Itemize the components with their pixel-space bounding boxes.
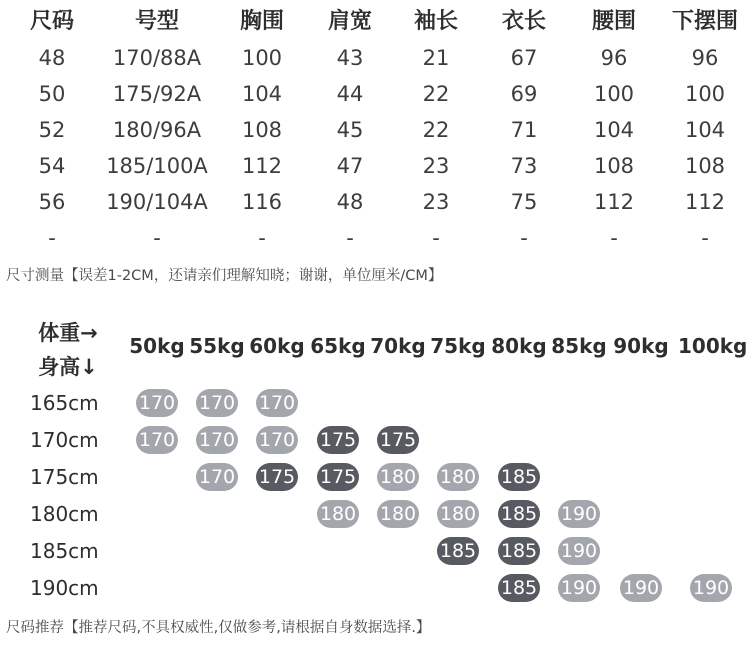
table-cell: 45: [336, 118, 364, 142]
table-cell: 23: [422, 190, 450, 214]
grid-corner-label: [20, 316, 116, 384]
table-row: [0, 40, 750, 76]
size-pill: 170: [196, 426, 238, 454]
size-pill: 185: [498, 537, 540, 565]
table-row: [0, 184, 750, 220]
height-label: 170cm: [30, 428, 99, 452]
size-pill: 170: [196, 463, 238, 491]
table-cell: 104: [593, 118, 635, 142]
header-fit: 号型: [134, 9, 179, 34]
size-pill: 185: [498, 500, 540, 528]
header-chest: 胸围: [239, 9, 284, 34]
size-pill: 180: [377, 500, 419, 528]
table-cell: 52: [38, 118, 66, 142]
height-label: 180cm: [30, 502, 99, 526]
table-cell: -: [701, 226, 709, 250]
table-cell: 175/92A: [112, 82, 202, 106]
table-cell: 104: [684, 118, 726, 142]
height-label: 175cm: [30, 465, 99, 489]
size-table-header: [0, 4, 750, 40]
table-cell: 73: [510, 154, 538, 178]
table-cell: 48: [38, 46, 66, 70]
height-label: 165cm: [30, 391, 99, 415]
table-cell: 112: [684, 190, 726, 214]
table-cell: 50: [38, 82, 66, 106]
table-cell: 100: [241, 46, 283, 70]
table-cell: 69: [510, 82, 538, 106]
table-cell: 23: [422, 154, 450, 178]
size-pill: 175: [317, 426, 359, 454]
size-pill: 190: [620, 574, 662, 602]
size-pill: 175: [377, 426, 419, 454]
recommend-note: 尺码推荐【推荐尺码,不具权威性,仅做参考,请根据自身数据选择.】: [6, 620, 431, 636]
table-row: [0, 112, 750, 148]
table-cell: 116: [241, 190, 283, 214]
table-cell: 100: [593, 82, 635, 106]
weight-header: 60kg: [249, 334, 305, 358]
table-cell: -: [610, 226, 618, 250]
header-length: 衣长: [501, 9, 546, 34]
size-pill: 180: [377, 463, 419, 491]
table-cell: -: [48, 226, 56, 250]
table-cell: 47: [336, 154, 364, 178]
header-size: 尺码: [29, 9, 74, 34]
table-cell: 185/100A: [106, 154, 208, 178]
size-pill: 170: [136, 389, 178, 417]
size-pill: 175: [317, 463, 359, 491]
table-cell: 190/104A: [106, 190, 208, 214]
size-pill: 185: [437, 537, 479, 565]
header-waist: 腰围: [591, 9, 636, 34]
size-pill: 175: [256, 463, 298, 491]
table-cell: 100: [684, 82, 726, 106]
table-cell: 108: [241, 118, 283, 142]
table-cell: -: [432, 226, 440, 250]
weight-axis-label: 体重→: [38, 321, 98, 345]
header-shoulder: 肩宽: [327, 9, 372, 34]
table-row: [0, 76, 750, 112]
size-pill: 190: [558, 500, 600, 528]
size-pill: 185: [498, 574, 540, 602]
table-cell: -: [258, 226, 266, 250]
table-cell: 170/88A: [112, 46, 202, 70]
table-cell: 104: [241, 82, 283, 106]
table-cell: 22: [422, 118, 450, 142]
table-cell: 71: [510, 118, 538, 142]
weight-header: 65kg: [310, 334, 366, 358]
table-cell: 96: [600, 46, 628, 70]
table-cell: 108: [684, 154, 726, 178]
measure-note: 尺寸测量【误差1-2CM，还请亲们理解知晓；谢谢，单位厘米/CM】: [6, 268, 443, 284]
header-hem: 下摆围: [671, 9, 738, 34]
size-pill: 190: [690, 574, 732, 602]
table-cell: -: [153, 226, 161, 250]
table-cell: 54: [38, 154, 66, 178]
weight-header: 50kg: [129, 334, 185, 358]
table-cell: 21: [422, 46, 450, 70]
height-label: 185cm: [30, 539, 99, 563]
weight-header: 55kg: [189, 334, 245, 358]
size-pill: 180: [437, 463, 479, 491]
size-pill: 170: [136, 426, 178, 454]
weight-header: 80kg: [491, 334, 547, 358]
size-pill: 170: [256, 426, 298, 454]
table-cell: 44: [336, 82, 364, 106]
header-sleeve: 袖长: [413, 9, 458, 34]
weight-header: 85kg: [551, 334, 607, 358]
table-cell: 180/96A: [112, 118, 202, 142]
table-cell: 67: [510, 46, 538, 70]
size-pill: 180: [437, 500, 479, 528]
size-pill: 185: [498, 463, 540, 491]
table-cell: 112: [241, 154, 283, 178]
table-cell: 22: [422, 82, 450, 106]
size-pill: 170: [256, 389, 298, 417]
table-row: [0, 148, 750, 184]
table-cell: -: [346, 226, 354, 250]
weight-header: 75kg: [430, 334, 486, 358]
size-pill: 190: [558, 574, 600, 602]
table-cell: 75: [510, 190, 538, 214]
table-cell: -: [520, 226, 528, 250]
size-table: [0, 4, 750, 256]
size-pill: 180: [317, 500, 359, 528]
table-cell: 56: [38, 190, 66, 214]
weight-header: 90kg: [613, 334, 669, 358]
size-pill: 170: [196, 389, 238, 417]
height-axis-label: 身高↓: [38, 355, 98, 379]
weight-header: 100kg: [678, 334, 748, 358]
size-pill: 190: [558, 537, 600, 565]
table-cell: 48: [336, 190, 364, 214]
height-label: 190cm: [30, 576, 99, 600]
table-cell: 43: [336, 46, 364, 70]
table-cell: 108: [593, 154, 635, 178]
table-cell: 96: [691, 46, 719, 70]
table-cell: 112: [593, 190, 635, 214]
weight-header: 70kg: [370, 334, 426, 358]
table-row: [0, 220, 750, 256]
